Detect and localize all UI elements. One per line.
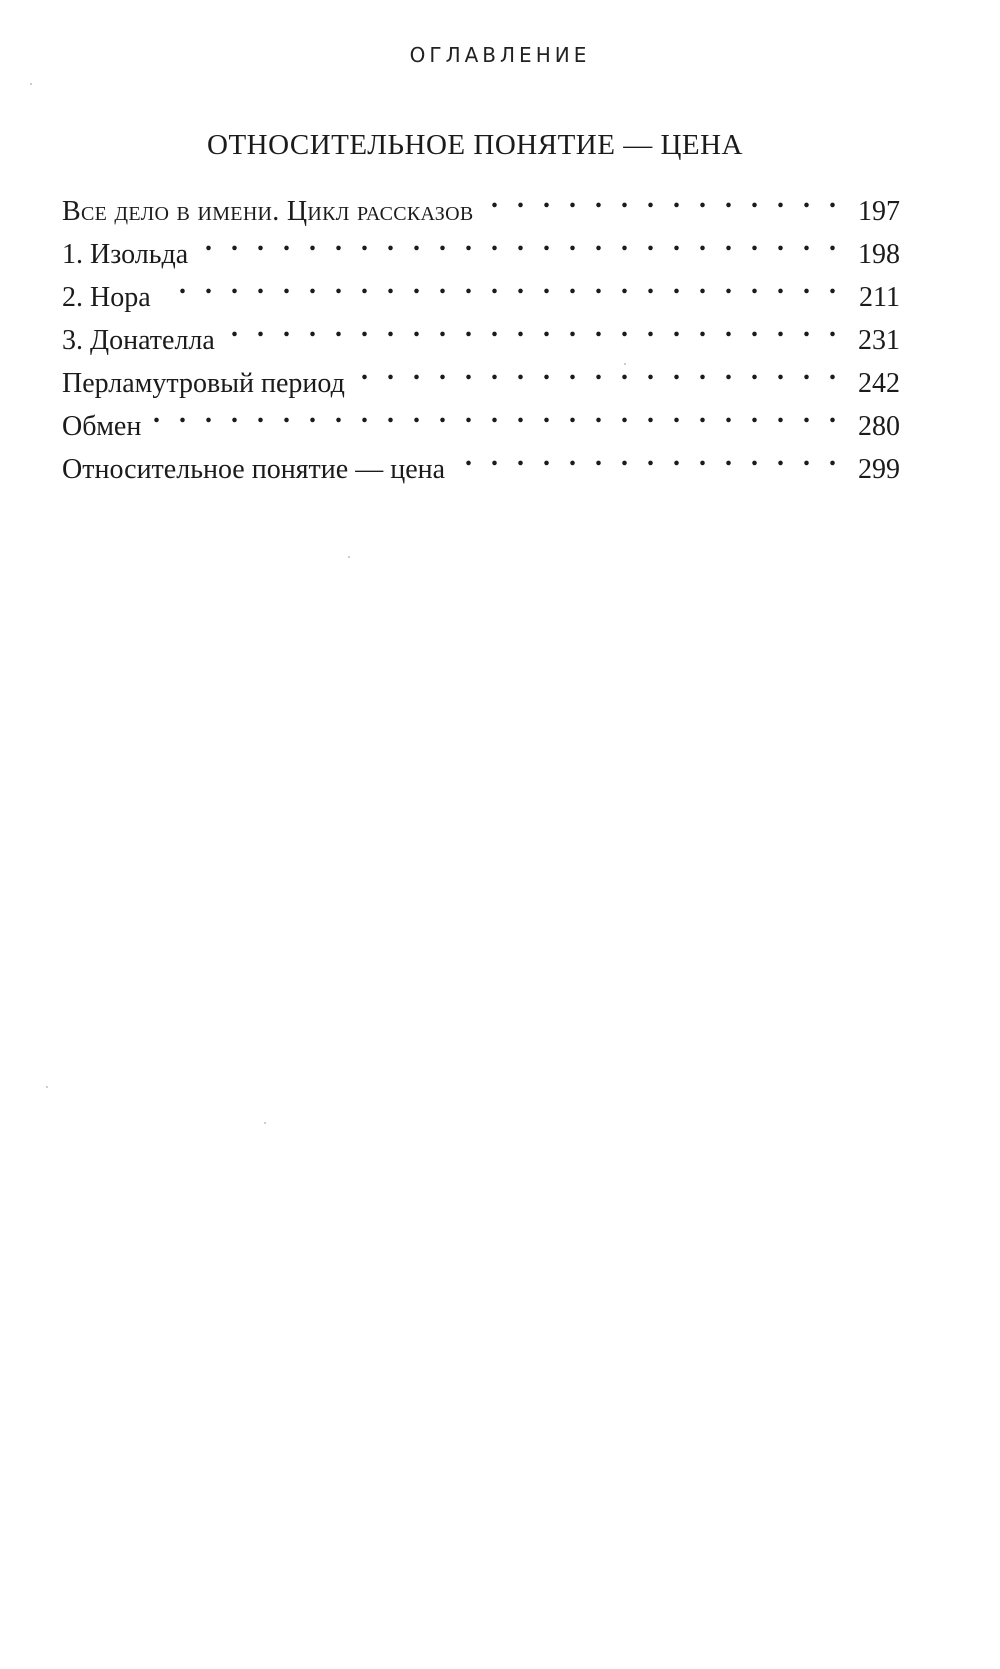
toc-entry-page: 231 — [842, 319, 900, 362]
paper-speck — [348, 556, 350, 558]
table-of-contents — [62, 177, 900, 485]
toc-entry-page: 198 — [842, 233, 900, 276]
dot-leader — [453, 435, 842, 478]
dot-leader — [159, 263, 842, 306]
running-head: ОГЛАВЛЕНИЕ — [409, 43, 591, 67]
toc-entry — [62, 177, 900, 227]
section-title: ОТНОСИТЕЛЬНОЕ ПОНЯТИЕ — ЦЕНА — [207, 129, 743, 161]
toc-entry — [62, 263, 900, 313]
dot-leader — [481, 177, 842, 220]
paper-speck — [624, 363, 626, 365]
paper-speck — [46, 1086, 48, 1088]
toc-entry — [62, 306, 900, 356]
toc-entry-title: Все дело в имени. Цикл рассказов — [62, 190, 481, 233]
paper-speck — [264, 1122, 266, 1124]
dot-leader — [196, 220, 842, 263]
toc-entry-title: 1. Изольда — [62, 233, 196, 276]
toc-entry-title: 2. Нора — [62, 276, 159, 319]
toc-entry-title: Относительное понятие — цена — [62, 448, 453, 491]
toc-entry-page: 242 — [842, 362, 900, 405]
dot-leader — [149, 392, 842, 435]
toc-entry — [62, 392, 900, 442]
toc-entry — [62, 435, 900, 485]
toc-entry-page: 299 — [842, 448, 900, 491]
toc-entry-page: 211 — [842, 276, 900, 319]
dot-leader — [353, 349, 842, 392]
toc-entry-title: Обмен — [62, 405, 149, 448]
dot-leader — [223, 306, 842, 349]
toc-entry-page: 197 — [842, 190, 900, 233]
toc-entry-page: 280 — [842, 405, 900, 448]
toc-entry-title: 3. Донателла — [62, 319, 223, 362]
toc-entry-title: Перламутровый период — [62, 362, 353, 405]
paper-speck — [30, 83, 32, 85]
